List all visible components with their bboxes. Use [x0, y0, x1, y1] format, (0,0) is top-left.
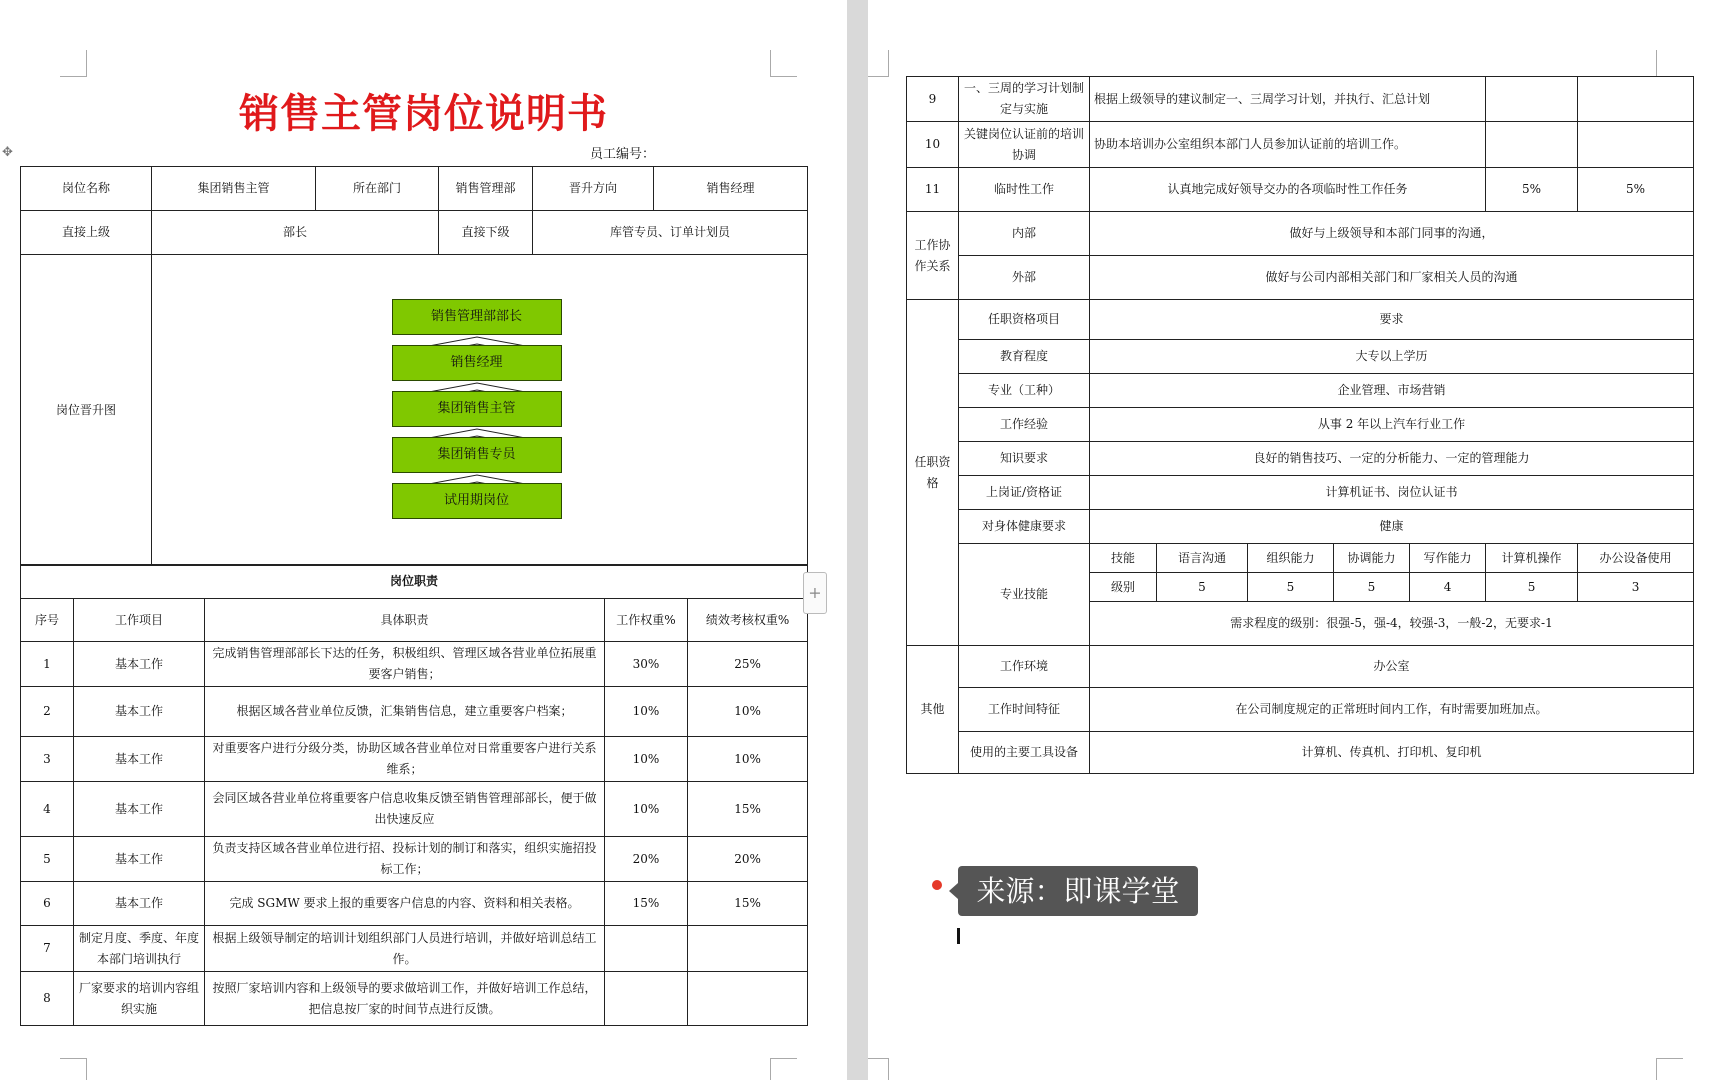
position-info-table — [20, 166, 808, 566]
department-label: 所在部门 — [316, 167, 439, 211]
corner-mark — [868, 50, 889, 77]
column-header: 绩效考核权重% — [688, 599, 808, 642]
duty-description: 根据上级领导制定的培训计划组织部门人员进行培训，并做好培训总结工作。 — [205, 926, 605, 972]
duty-description: 会同区域各营业单位将重要客户信息收集反馈至销售管理部部长，便于做出快速反应 — [205, 782, 605, 837]
duties-section-title: 岗位职责 — [21, 565, 808, 599]
duty-description: 负责支持区域各营业单位进行招、投标计划的制订和落实，组织实施招投标工作； — [205, 837, 605, 882]
work-item: 一、三周的学习计划制定与实施 — [959, 77, 1090, 122]
column-header: 工作权重% — [605, 599, 688, 642]
table-row — [21, 882, 808, 926]
table-row — [21, 926, 808, 972]
corner-mark — [1656, 1058, 1683, 1080]
ladder-step: 集团销售专员 — [392, 437, 562, 473]
table-row — [21, 837, 808, 882]
environment-label: 工作环境 — [959, 646, 1090, 688]
duty-description: 对重要客户进行分级分类，协助区域各营业单位对日常重要客户进行关系维系； — [205, 737, 605, 782]
subordinate-value: 库管专员、订单计划员 — [533, 211, 808, 255]
row-number: 5 — [21, 837, 74, 882]
work-time-label: 工作时间特征 — [959, 688, 1090, 732]
table-move-handle-icon[interactable]: ✥ — [2, 145, 13, 160]
skill-name: 协调能力 — [1334, 544, 1410, 573]
work-item: 厂家要求的培训内容组织实施 — [74, 972, 205, 1026]
table-row — [907, 122, 1694, 168]
column-header: 序号 — [21, 599, 74, 642]
work-weight: 5% — [1486, 168, 1578, 212]
promotion-direction-label: 晋升方向 — [533, 167, 654, 211]
experience-label: 工作经验 — [959, 408, 1090, 442]
row-number: 9 — [907, 77, 959, 122]
skill-name: 语言沟通 — [1157, 544, 1248, 573]
external-value: 做好与公司内部相关部门和厂家相关人员的沟通 — [1090, 256, 1694, 300]
tools-label: 使用的主要工具设备 — [959, 732, 1090, 774]
table-row — [21, 782, 808, 837]
certificate-label: 上岗证/资格证 — [959, 476, 1090, 510]
major-label: 专业（工种） — [959, 374, 1090, 408]
work-weight — [605, 972, 688, 1026]
qualification-req-header: 要求 — [1090, 300, 1694, 340]
performance-weight: 5% — [1578, 168, 1694, 212]
work-weight: 10% — [605, 782, 688, 837]
duties-table — [20, 564, 808, 1026]
performance-weight: 15% — [688, 782, 808, 837]
row-number: 3 — [21, 737, 74, 782]
superior-label: 直接上级 — [21, 211, 152, 255]
source-tag: 来源：即课学堂 — [958, 866, 1198, 916]
skill-level: 5 — [1157, 573, 1248, 602]
add-row-button[interactable]: + — [803, 572, 827, 614]
work-item: 制定月度、季度、年度本部门培训执行 — [74, 926, 205, 972]
skill-level: 5 — [1486, 573, 1578, 602]
skill-level: 3 — [1578, 573, 1694, 602]
health-label: 对身体健康要求 — [959, 510, 1090, 544]
table-row — [21, 642, 808, 687]
corner-mark — [868, 1058, 889, 1080]
row-number: 11 — [907, 168, 959, 212]
corner-mark — [60, 50, 87, 77]
external-label: 外部 — [959, 256, 1090, 300]
education-value: 大专以上学历 — [1090, 340, 1694, 374]
skill-name: 办公设备使用 — [1578, 544, 1694, 573]
work-weight: 10% — [605, 737, 688, 782]
column-header: 具体职责 — [205, 599, 605, 642]
work-weight: 15% — [605, 882, 688, 926]
source-indicator-dot — [932, 880, 942, 890]
work-weight: 10% — [605, 687, 688, 737]
performance-weight — [688, 926, 808, 972]
performance-weight: 10% — [688, 687, 808, 737]
ladder-step: 销售管理部部长 — [392, 299, 562, 335]
health-value: 健康 — [1090, 510, 1694, 544]
corner-mark — [770, 1058, 797, 1080]
subordinate-label: 直接下级 — [439, 211, 533, 255]
skill-level: 4 — [1410, 573, 1486, 602]
work-item: 基本工作 — [74, 737, 205, 782]
performance-weight — [1578, 77, 1694, 122]
major-value: 企业管理、市场营销 — [1090, 374, 1694, 408]
performance-weight: 20% — [688, 837, 808, 882]
skills-label: 专业技能 — [959, 544, 1090, 646]
skill-header: 技能 — [1090, 544, 1157, 573]
qualification-label: 任职资格 — [907, 300, 959, 646]
performance-weight: 15% — [688, 882, 808, 926]
document-title: 销售主管岗位说明书 — [239, 90, 608, 137]
promotion-chart-cell — [152, 255, 808, 566]
duty-description: 按照厂家培训内容和上级领导的要求做培训工作，并做好培训工作总结，把信息按厂家的时间节点进行反馈。 — [205, 972, 605, 1026]
experience-value: 从事 2 年以上汽车行业工作 — [1090, 408, 1694, 442]
work-item: 基本工作 — [74, 837, 205, 882]
source-tag-pointer — [949, 883, 958, 899]
internal-value: 做好与上级领导和本部门同事的沟通， — [1090, 212, 1694, 256]
table-row — [21, 972, 808, 1026]
knowledge-value: 良好的销售技巧、一定的分析能力、一定的管理能力 — [1090, 442, 1694, 476]
education-label: 教育程度 — [959, 340, 1090, 374]
row-number: 7 — [21, 926, 74, 972]
environment-value: 办公室 — [1090, 646, 1694, 688]
work-weight: 20% — [605, 837, 688, 882]
row-number: 2 — [21, 687, 74, 737]
work-weight: 30% — [605, 642, 688, 687]
level-note: 需求程度的级别：很强-5，强-4，较强-3，一般-2，无要求-1 — [1090, 602, 1694, 646]
row-number: 8 — [21, 972, 74, 1026]
work-item: 临时性工作 — [959, 168, 1090, 212]
employee-number-label: 员工编号： — [590, 147, 656, 162]
duty-description: 根据上级领导的建议制定一、三周学习计划，并执行、汇总计划 — [1090, 77, 1486, 122]
row-number: 1 — [21, 642, 74, 687]
row-number: 10 — [907, 122, 959, 168]
text-cursor — [957, 928, 960, 944]
internal-label: 内部 — [959, 212, 1090, 256]
promotion-ladder — [392, 299, 568, 521]
performance-weight — [688, 972, 808, 1026]
table-row — [21, 737, 808, 782]
department-value: 销售管理部 — [439, 167, 533, 211]
skill-level: 5 — [1334, 573, 1410, 602]
corner-mark — [770, 50, 797, 77]
work-item: 关键岗位认证前的培训协调 — [959, 122, 1090, 168]
row-number: 4 — [21, 782, 74, 837]
work-item: 基本工作 — [74, 782, 205, 837]
duty-description: 根据区域各营业单位反馈，汇集销售信息，建立重要客户档案； — [205, 687, 605, 737]
job-description-table-continued — [906, 76, 1694, 774]
duty-description: 协助本培训办公室组织本部门人员参加认证前的培训工作。 — [1090, 122, 1486, 168]
superior-value: 部长 — [152, 211, 439, 255]
duty-description: 完成 SGMW 要求上报的重要客户信息的内容、资料和相关表格。 — [205, 882, 605, 926]
table-row — [907, 77, 1694, 122]
collaboration-label: 工作协作关系 — [907, 212, 959, 300]
work-item: 基本工作 — [74, 882, 205, 926]
duty-description: 完成销售管理部部长下达的任务，积极组织、管理区域各营业单位拓展重要客户销售； — [205, 642, 605, 687]
work-weight — [1486, 77, 1578, 122]
performance-weight — [1578, 122, 1694, 168]
table-row — [907, 168, 1694, 212]
ladder-step: 试用期岗位 — [392, 483, 562, 519]
work-time-value: 在公司制度规定的正常班时间内工作，有时需要加班加点。 — [1090, 688, 1694, 732]
skill-level: 5 — [1248, 573, 1334, 602]
skill-name: 写作能力 — [1410, 544, 1486, 573]
promotion-chart-label: 岗位晋升图 — [21, 255, 152, 566]
corner-mark — [1656, 50, 1683, 77]
corner-mark — [60, 1058, 87, 1080]
table-row — [21, 687, 808, 737]
position-name-label: 岗位名称 — [21, 167, 152, 211]
certificate-value: 计算机证书、岗位认证书 — [1090, 476, 1694, 510]
level-header: 级别 — [1090, 573, 1157, 602]
work-item: 基本工作 — [74, 642, 205, 687]
column-header: 工作项目 — [74, 599, 205, 642]
row-number: 6 — [21, 882, 74, 926]
promotion-direction-value: 销售经理 — [654, 167, 808, 211]
knowledge-label: 知识要求 — [959, 442, 1090, 476]
other-label: 其他 — [907, 646, 959, 774]
work-weight — [1486, 122, 1578, 168]
skill-name: 计算机操作 — [1486, 544, 1578, 573]
work-weight — [605, 926, 688, 972]
position-name-value: 集团销售主管 — [152, 167, 316, 211]
tools-value: 计算机、传真机、打印机、复印机 — [1090, 732, 1694, 774]
ladder-step: 销售经理 — [392, 345, 562, 381]
skill-name: 组织能力 — [1248, 544, 1334, 573]
ladder-step: 集团销售主管 — [392, 391, 562, 427]
performance-weight: 25% — [688, 642, 808, 687]
qualification-item-header: 任职资格项目 — [959, 300, 1090, 340]
document-page-right — [868, 0, 1715, 1080]
duty-description: 认真地完成好领导交办的各项临时性工作任务 — [1090, 168, 1486, 212]
performance-weight: 10% — [688, 737, 808, 782]
document-page-left — [0, 0, 847, 1080]
work-item: 基本工作 — [74, 687, 205, 737]
